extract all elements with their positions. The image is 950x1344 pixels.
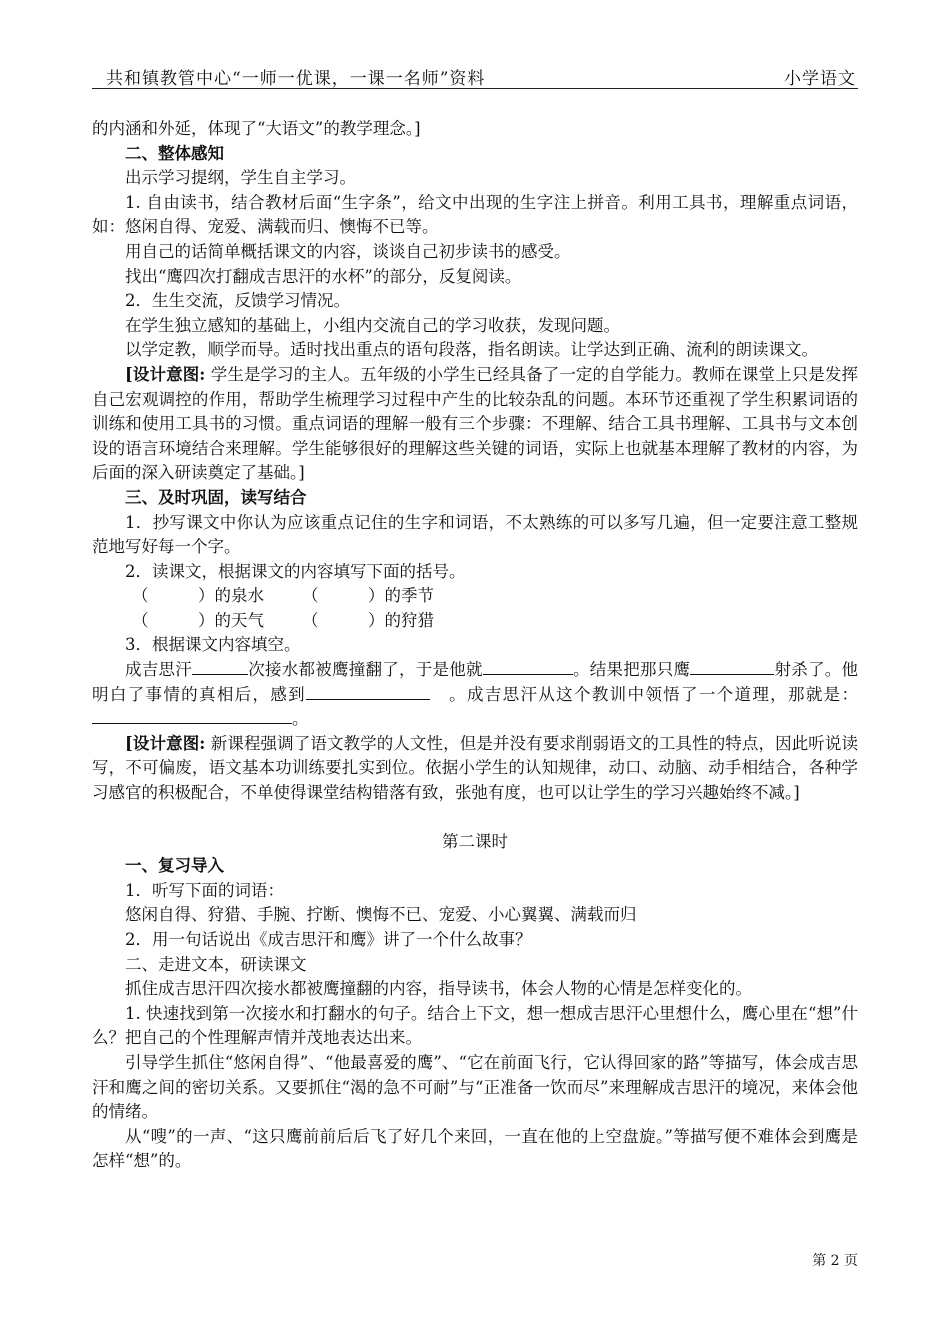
paragraph: 以学定教，顺学而导。适时找出重点的语句段落，指名朗读。让学达到正确、流利的朗读课文。 <box>125 340 818 360</box>
section-heading: 二、整体感知 <box>125 143 224 163</box>
paragraph: 出示学习提纲，学生自主学习。 <box>125 168 356 188</box>
bracket-item: （ ）的天气 <box>132 610 264 630</box>
paragraph: 从“嗖”的一声、“这只鹰前前后后飞了好几个来回，一直在他的上空盘旋。”等描写便不难体会到鹰是怎样“想”的。 <box>92 1126 858 1171</box>
bracket-item: （ ）的泉水 <box>132 586 264 606</box>
paragraph: 在学生独立感知的基础上，小组内交流自己的学习收获，发现问题。 <box>125 315 620 335</box>
header-subject: 小学语文 <box>784 69 856 89</box>
fill-blank <box>192 658 248 675</box>
fill-text: 。结果把那只鹰 <box>572 660 691 680</box>
paragraph: 悠闲自得、狩猎、手腕、拧断、懊悔不已、宠爱、小心翼翼、满载而归 <box>125 905 637 925</box>
paragraph: 3．根据课文内容填空。 <box>125 635 301 655</box>
bracket-item: （ ）的狩猎 <box>302 610 434 630</box>
fill-in-paragraph <box>92 658 858 732</box>
fill-text: 。成吉思汗从这个教训中领悟了一个道理，那就是： <box>430 684 859 704</box>
paragraph: 1. 自由读书，结合教材后面“生字条”，给文中出现的生字注上拼音。利用工具书，理解重点词语，如：悠闲自得、宠爱、满载而归、懊悔不已等。 <box>92 192 858 237</box>
header-title: 共和镇教管中心“一师一优课，一课一名师”资料 <box>106 69 486 89</box>
page-number: 第 2 页 <box>812 1253 858 1269</box>
section-heading: 一、复习导入 <box>125 856 224 876</box>
section-heading: 二、走进文本，研读课文 <box>125 954 307 974</box>
fill-blank <box>483 658 573 675</box>
bracket-row <box>92 584 858 609</box>
paragraph: 1．听写下面的词语： <box>125 880 284 900</box>
paragraph: 引导学生抓住“悠闲自得”、“他最喜爱的鹰”、“它在前面飞行，它认得回家的路”等描写，体会成吉思汗和鹰之间的密切关系。又要抓住“渴的急不可耐”与“正准备一饮而尽”来理解成吉思汗的境况，来体会他的情绪。 <box>92 1052 858 1122</box>
page-header <box>92 64 858 89</box>
fill-text: 。 <box>292 709 309 729</box>
paragraph: 2．读课文，根据课文的内容填写下面的括号。 <box>125 561 466 581</box>
design-intent-label: [设计意图: <box>125 364 206 384</box>
design-intent-text: 学生是学习的主人。五年级的小学生已经具备了一定的自学能力。教师在课堂上只是发挥自己宏观调控的作用，帮助学生梳理学习过程中产生的比较杂乱的问题。本环节还重视了学生积累词语的训练和使用工具书的习惯。重点词语的理解一般有三个步骤：不理解、结合工具书理解、工具书与文本创设的语言环境结合来理解。学生能够很好的理解这些关键的词语，实际上也就基本理解了教材的内容，为后面的深入研读奠定了基础。] <box>92 364 859 483</box>
design-intent-label: [设计意图: <box>125 733 206 753</box>
design-intent-text: 新课程强调了语文教学的人文性，但是并没有要求削弱语文的工具性的特点，因此听说读写，不可偏废，语文基本功训练要扎实到位。依据小学生的认知规律，动口、动脑、动手相结合，各种学习感官的积极配合，不单使得课堂结构错落有致，张弛有度，也可以让学生的学习兴趣始终不减。] <box>92 733 859 803</box>
paragraph: 1. 快速找到第一次接水和打翻水的句子。结合上下文，想一想成吉思汗心里想什么，鹰心里在“想”什么？把自己的个性理解声情并茂地表达出来。 <box>92 1003 858 1048</box>
lesson-title: 第二课时 <box>442 831 508 851</box>
section-heading: 三、及时巩固，读写结合 <box>125 487 307 507</box>
bracket-row <box>92 609 858 634</box>
design-intent-paragraph <box>92 363 858 486</box>
fill-text: 射杀了。他明白了事情的真相后，感到 <box>92 660 858 704</box>
paragraph: 1．抄写课文中你认为应该重点记住的生字和词语，不太熟练的可以多写几遍，但一定要注意工整规范地写好每一个字。 <box>92 512 858 557</box>
fill-text: 次接水都被鹰撞翻了，于是他就 <box>248 660 483 680</box>
fill-blank <box>92 707 292 724</box>
paragraph: 抓住成吉思汗四次接水都被鹰撞翻的内容，指导读书，体会人物的心情是怎样变化的。 <box>125 979 752 999</box>
fill-blank <box>306 683 430 700</box>
document-body <box>92 117 858 1174</box>
paragraph: 找出“鹰四次打翻成吉思汗的水杯”的部分，反复阅读。 <box>125 266 522 286</box>
paragraph: 的内涵和外延，体现了“大语文”的教学理念。] <box>92 119 421 138</box>
paragraph: 用自己的话简单概括课文的内容，谈谈自己初步读书的感受。 <box>125 241 571 261</box>
fill-blank <box>690 658 774 675</box>
paragraph: 2．用一句话说出《成吉思汗和鹰》讲了一个什么故事？ <box>125 930 532 949</box>
paragraph: 2．生生交流，反馈学习情况。 <box>125 291 350 311</box>
bracket-item: （ ）的季节 <box>302 586 434 606</box>
design-intent-paragraph <box>92 732 858 806</box>
fill-text: 成吉思汗 <box>125 660 192 680</box>
